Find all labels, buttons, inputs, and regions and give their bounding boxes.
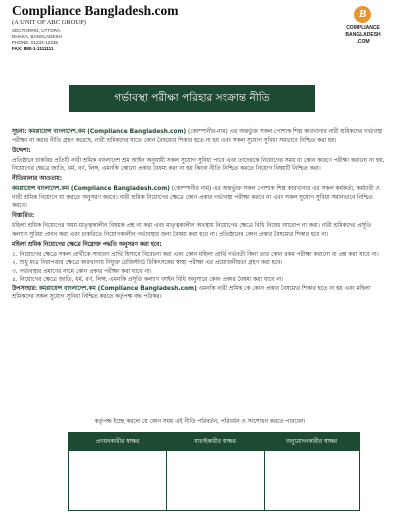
section-text: (কোম্পানীর-নাম) এর অন্তর্ভুক্ত সকল পোশাক শিল্প কারখানার নারী শ্রমিকদের গর্ভাবস্থা পরীক্ষা না করার নীতি গ্রহণ করেছে, নারী শ্রমিকদের যাতে কোন বৈষম্যের শিকার হতে না হয় এবং সকল সুযোগ সুবিধা সমভাবে নিশ্চিত করা হয়। xyxy=(12,129,383,144)
logo-mark: B xyxy=(354,6,371,23)
list-item: ৩. গর্ভাবস্থার প্রমাণের নামে কোন প্রকার পরীক্ষা করা যাবে না। xyxy=(12,268,152,275)
section-text: প্রতিষ্ঠানে চাকরির প্রতিটি নারী শ্রমিক বাংলাদেশ শ্রম আইন অনুযায়ী সকল সুযোগ সুবিধা পাবে এবং তাদেরকে নিয়োগের সময় বা কোন কারণে পরীক্ষা করানো না হয়, নিয়োগের ক্ষেত্রে জাতি, ধর্ম, বর্ণ, লিঙ্গ, এমনকি কোনো প্রকার বৈষম্য করা না হয় কিংবা নীতি নিশ্চিত করতে নিয়োগ বিষয়টি নিশ্চিত করা। xyxy=(12,157,385,172)
column-divider xyxy=(166,433,167,510)
address-line: PHONE: 01234-12345 xyxy=(12,40,58,45)
address-line: SECTOR#04, UTTORA, xyxy=(12,28,62,33)
logo-text: .COM xyxy=(356,39,370,45)
company-logo xyxy=(333,6,393,48)
policy-title: গর্ভাবস্থা পরীক্ষা পরিহার সংক্রান্ত নীতি xyxy=(69,85,315,112)
conclusion-paragraph xyxy=(12,285,388,302)
fax-number: FAX: 880-1-1111111 xyxy=(12,46,54,51)
section-text: এমনকি নারী শ্রমিক কে কোন প্রকার বৈষম্যের শিকার হতে না হয় এবং মহিলা শ্রমিকদের সকল সুযোগ সুবিধা নিশ্চিত করতে কর্তৃপক্ষ বদ্ধ পরিকর। xyxy=(12,285,371,300)
intro-paragraph xyxy=(12,128,388,145)
brand-name: কমপ্লায়েন্স বাংলাদেশ.কম (Compliance Bangladesh.com) xyxy=(38,285,197,292)
signature-col-verified: যাচাইকারীর স্বাক্ষর xyxy=(194,439,236,445)
logo-text: BANGLADESH xyxy=(345,32,381,38)
section-heading: মহিলা শ্রমিক নিয়োগের ক্ষেত্রে নিম্নোক্ত পদ্ধতি অনুসরণ করা হবে: xyxy=(12,241,162,248)
section-heading: বিস্তারিত: xyxy=(12,213,35,219)
section-text: (কোম্পানীর নাম) এর অন্তর্ভুক্ত সকল পোশাক শিল্প কারখানার এর সকল কর্মকর্তা, কর্মচারী ও নারী শ্রমিক নিয়োগে যা করতে অনুসরণ করবে। নারী শ্রমিক নিয়োগের ক্ষেত্রে কোন প্রকার গর্ভাবস্থা পরীক্ষা করবে না এবং সকল সুযোগ সুবিধা সমানভাবে নিশ্চিত করবে। xyxy=(12,186,380,209)
section-text: মহিলা শ্রমিক নিয়োগের সময় মাতৃত্বকালীন বিষয়ক প্রশ্ন না করা এবং মাতৃত্বকালীন অবস্থায় নিয়োগের ক্ষেত্রে বিধি নিষেধ আরোপ না করা। নারী শ্রমিকদের প্রসূতি কল্যাণ সুবিধা প্রদান করা এবং চাকরিতে নিয়োগকালীন গর্ভাবস্থার জন্য বৈষম্য করা হবে না। প্রতিষ্ঠানের কোন প্রকার বৈষম্যের শিকার হবে না। xyxy=(12,223,372,238)
company-name: Compliance Bangladesh.com xyxy=(12,3,179,18)
signature-col-approved: অনুমোদনকারীর স্বাক্ষর xyxy=(286,439,337,445)
list-item: ৪. নিয়োগের ক্ষেত্রে জাতি, ধর্ম, বর্ণ, লিঙ্গ, এমনকি প্রসূতি কল্যাণ আইন বিধি অনুসারে কোন প্রকার বৈষম্য করা যাবে না। xyxy=(12,277,284,283)
policy-paragraph xyxy=(12,185,388,211)
brand-name: কমপ্লায়েন্স বাংলাদেশ.কম (Compliance Bangladesh.com) xyxy=(12,186,170,192)
policy-body xyxy=(12,128,388,303)
signature-col-prepared: প্রণয়নকারীর স্বাক্ষর xyxy=(95,439,140,445)
footnote: কর্তৃপক্ষ ইচ্ছে করলে যে কোন সময় এই নীতি পরিবর্তন, পরিবর্ধন ও সংশোধন করতে পারবেন। xyxy=(94,419,306,425)
list-item: ১. নিয়োগের ক্ষেত্রে সকল প্রার্থীকে সাধারণ প্রার্থি হিসাবে বিবেচনা করা এবং কোন মহিলা প্রার্থি গর্ভবতী কিনা তার কোন রকম পরীক্ষা করানো বা প্রশ্ন করা যাবে না। xyxy=(12,251,379,258)
section-heading: উদ্দেশ্য: xyxy=(12,147,31,154)
section-heading: নীতিমালার আওতায়: xyxy=(12,176,63,182)
company-unit: (A UNIT OF ABC GROUP) xyxy=(12,19,86,26)
list-item: ২. শুধু মাত্র নিরাপত্তার ক্ষেত্রে কারখানায় নিযুক্ত রেজিস্টার্ড চিকিৎসকের স্বাস্থ্য পরীক্ষা এর প্রয়োজনীয়তা গ্রহণ করা হবে। xyxy=(12,260,283,266)
column-divider xyxy=(264,433,265,510)
signature-table xyxy=(68,432,360,511)
address-line: DHAKA, BANGLADESH xyxy=(12,34,62,39)
logo-text: COMPLIANCE xyxy=(346,25,380,31)
section-heading: উপসংহার: xyxy=(12,285,38,292)
section-heading: সূচনা: xyxy=(12,129,27,135)
brand-name: কমপ্লায়েন্স বাংলাদেশ.কম (Compliance Bangladesh.com) xyxy=(28,129,187,135)
